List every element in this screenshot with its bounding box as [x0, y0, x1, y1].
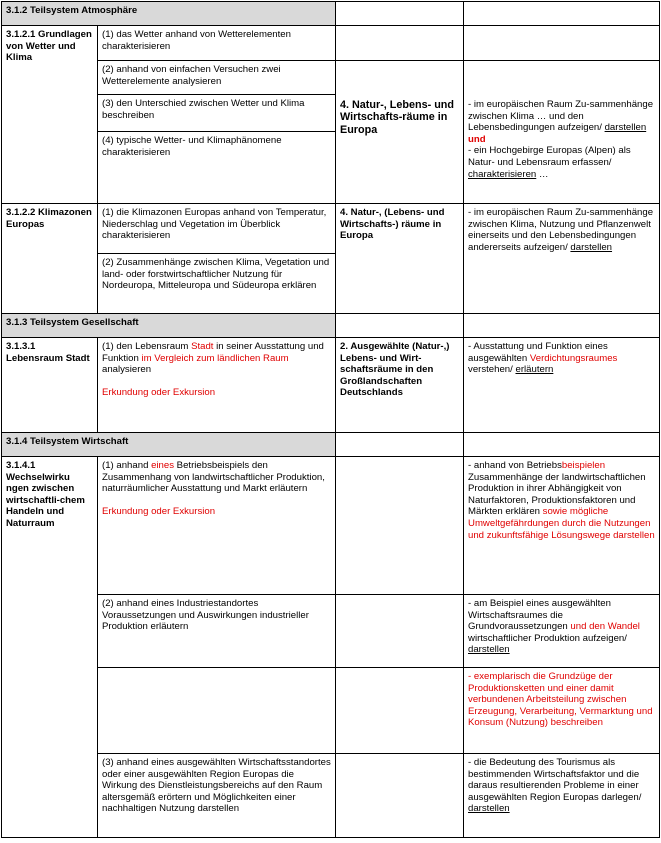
competence-item: (1) die Klimazonen Europas anhand von Temperatur, Niederschlag und Vegetation im Überblick charakterisieren: [98, 204, 336, 254]
empty-cell: [464, 314, 660, 338]
topic-id-3131: 3.1.3.1 Lebensraum Stadt: [2, 338, 98, 433]
framework-description: [464, 457, 660, 595]
text-run: - ein Hochgebirge Europas (Alpen) als Natur- und Lebensraum erfassen/: [468, 145, 631, 168]
competence-item: (3) den Unterschied zwischen Wetter und Klima beschreiben: [98, 95, 336, 132]
text-run: - im europäischen Raum Zu-sammenhänge zwischen Klima … und den Lebensbedingungen aufzeigen/: [468, 99, 654, 134]
competence-item: (2) anhand eines Industriestandortes Voraussetzungen und Auswirkungen industrieller Produktion erläutern: [98, 595, 336, 668]
framework-description: [464, 204, 660, 314]
text-run: Zusammenhänge der landwirtschaftlichen Produktion in ihrer Abhängigkeit von Naturfaktoren, Produktionsfaktoren und Märkten erklären: [468, 471, 646, 518]
text-run: - am Beispiel eines ausgewählten Wirtschaftsraumes die Grundvoraussetzungen: [468, 598, 611, 633]
text-run: (1) den Lebensraum: [102, 341, 192, 352]
text-run: …: [536, 168, 549, 180]
text-run: analysieren: [102, 364, 152, 376]
text-run: wirtschaftlicher Produktion aufzeigen/: [468, 632, 627, 644]
operator-word: erläutern: [515, 364, 554, 376]
framework-category: 4. Natur-, Lebens- und Wirtschafts-räume in Europa: [340, 99, 454, 136]
operator-word: darstellen: [604, 122, 647, 134]
text-run: (1) anhand: [102, 460, 152, 471]
text-run: in seiner Ausstattung und Funktion: [102, 341, 324, 364]
competence-item: (2) anhand von einfachen Versuchen zwei Wetterelemente analysieren: [98, 61, 336, 95]
empty-cell: [464, 433, 660, 457]
topic-id-3141: 3.1.4.1 Wechselwirku ngen zwischen wirtschaftli-chem Handeln und Naturraum: [2, 457, 98, 838]
operator-word: charakterisieren: [468, 168, 537, 180]
competence-item: [98, 338, 336, 433]
empty-cell: [336, 2, 464, 26]
framework-description: [464, 338, 660, 433]
empty-cell: [336, 754, 464, 838]
topic-id-3121: 3.1.2.1 Grundlagen von Wetter und Klima: [2, 26, 98, 204]
framework-category: 4. Natur-, (Lebens- und Wirtschafts-) räume in Europa: [336, 204, 464, 314]
highlight-text: Verdichtungsraumes: [529, 352, 618, 364]
competence-item: (3) anhand eines ausgewählten Wirtschaftsstandortes oder einer ausgewählten Region Europas die Wirkung des Dienstleistungsbereichs auf den Raum altersgemäß erörtern und Möglichkeiten einer nachhaltigen Nutzung darstellen: [98, 754, 336, 838]
text-run: - anhand von Betriebs: [468, 460, 562, 471]
empty-cell: [98, 668, 336, 754]
operator-word: darstellen: [468, 644, 510, 656]
framework-description: - exemplarisch die Grundzüge der Produktionsketten und einer damit verbundenen Arbeitsteilung zwischen Erzeugung, Verarbeitung, Vermarktung und Konsum (Nutzung) beschreiben: [464, 668, 660, 754]
operator-word: darstellen: [468, 803, 510, 815]
text-run: Betriebsbeispiels den Zusammenhang von landwirtschaftlicher Produktion, naturräumlicher Ausstattung und Markt erläutern: [102, 460, 325, 495]
highlight-text: und den Wandel: [570, 621, 640, 633]
excursion-note: Erkundung oder Exkursion: [102, 386, 216, 398]
highlight-text: sowie mögliche Umweltgefährdungen durch die Nutzungen und zukunftsfähige Lösungswege darstellen: [468, 506, 655, 541]
framework-description: [464, 754, 660, 838]
framework-description: [464, 595, 660, 668]
competence-item: (1) das Wetter anhand von Wetterelementen charakterisieren: [98, 26, 336, 61]
empty-cell: [336, 314, 464, 338]
highlight-text: eines: [151, 460, 175, 471]
empty-cell: [464, 2, 660, 26]
description-text: - im europäischen Raum Zu-sammenhänge zwischen Klima, Nutzung und Pflanzenwelt einerseits und den Lebensbedingungen andererseits aufzeigen/: [468, 207, 654, 253]
competence-item: [98, 457, 336, 595]
excursion-note: Erkundung oder Exkursion: [102, 505, 216, 517]
topic-id-3122: 3.1.2.2 Klimazonen Europas: [2, 204, 98, 314]
text-run: - die Bedeutung des Tourismus als bestimmenden Wirtschaftsfaktor und die daraus resultierenden Probleme in einer ausgewählten Region Europas darlegen/: [468, 757, 642, 803]
framework-description: [468, 99, 656, 180]
operator-word: darstellen: [570, 241, 613, 253]
competence-item: (4) typische Wetter- und Klimaphänomene charakterisieren: [98, 132, 336, 204]
highlight-text: im Vergleich zum ländlichen Raum: [141, 352, 289, 364]
text-run: - Ausstattung und Funktion eines ausgewählten: [468, 341, 608, 364]
section-header-wirtschaft: 3.1.4 Teilsystem Wirtschaft: [2, 433, 336, 457]
competence-item: (2) Zusammenhänge zwischen Klima, Vegetation und land- oder forstwirtschaftlicher Nutzung für Nordeuropa, Mitteleuropa und Südeuropa erklären: [98, 254, 336, 314]
empty-cell: [336, 26, 464, 61]
framework-category: 2. Ausgewählte (Natur-,) Lebens- und Wirt-schaftsräume in den Großlandschaften Deutschlands: [336, 338, 464, 433]
empty-cell: [336, 595, 464, 668]
empty-cell: [336, 668, 464, 754]
and-connector: und: [468, 133, 486, 145]
empty-cell: [336, 433, 464, 457]
highlight-text: Stadt: [191, 341, 214, 352]
section-header-atmosphaere: 3.1.2 Teilsystem Atmosphäre: [2, 2, 336, 26]
section-header-gesellschaft: 3.1.3 Teilsystem Gesellschaft: [2, 314, 336, 338]
text-run: verstehen/: [468, 364, 516, 376]
empty-cell: [464, 26, 660, 61]
highlight-text: beispielen: [561, 460, 606, 471]
empty-cell: [336, 457, 464, 595]
